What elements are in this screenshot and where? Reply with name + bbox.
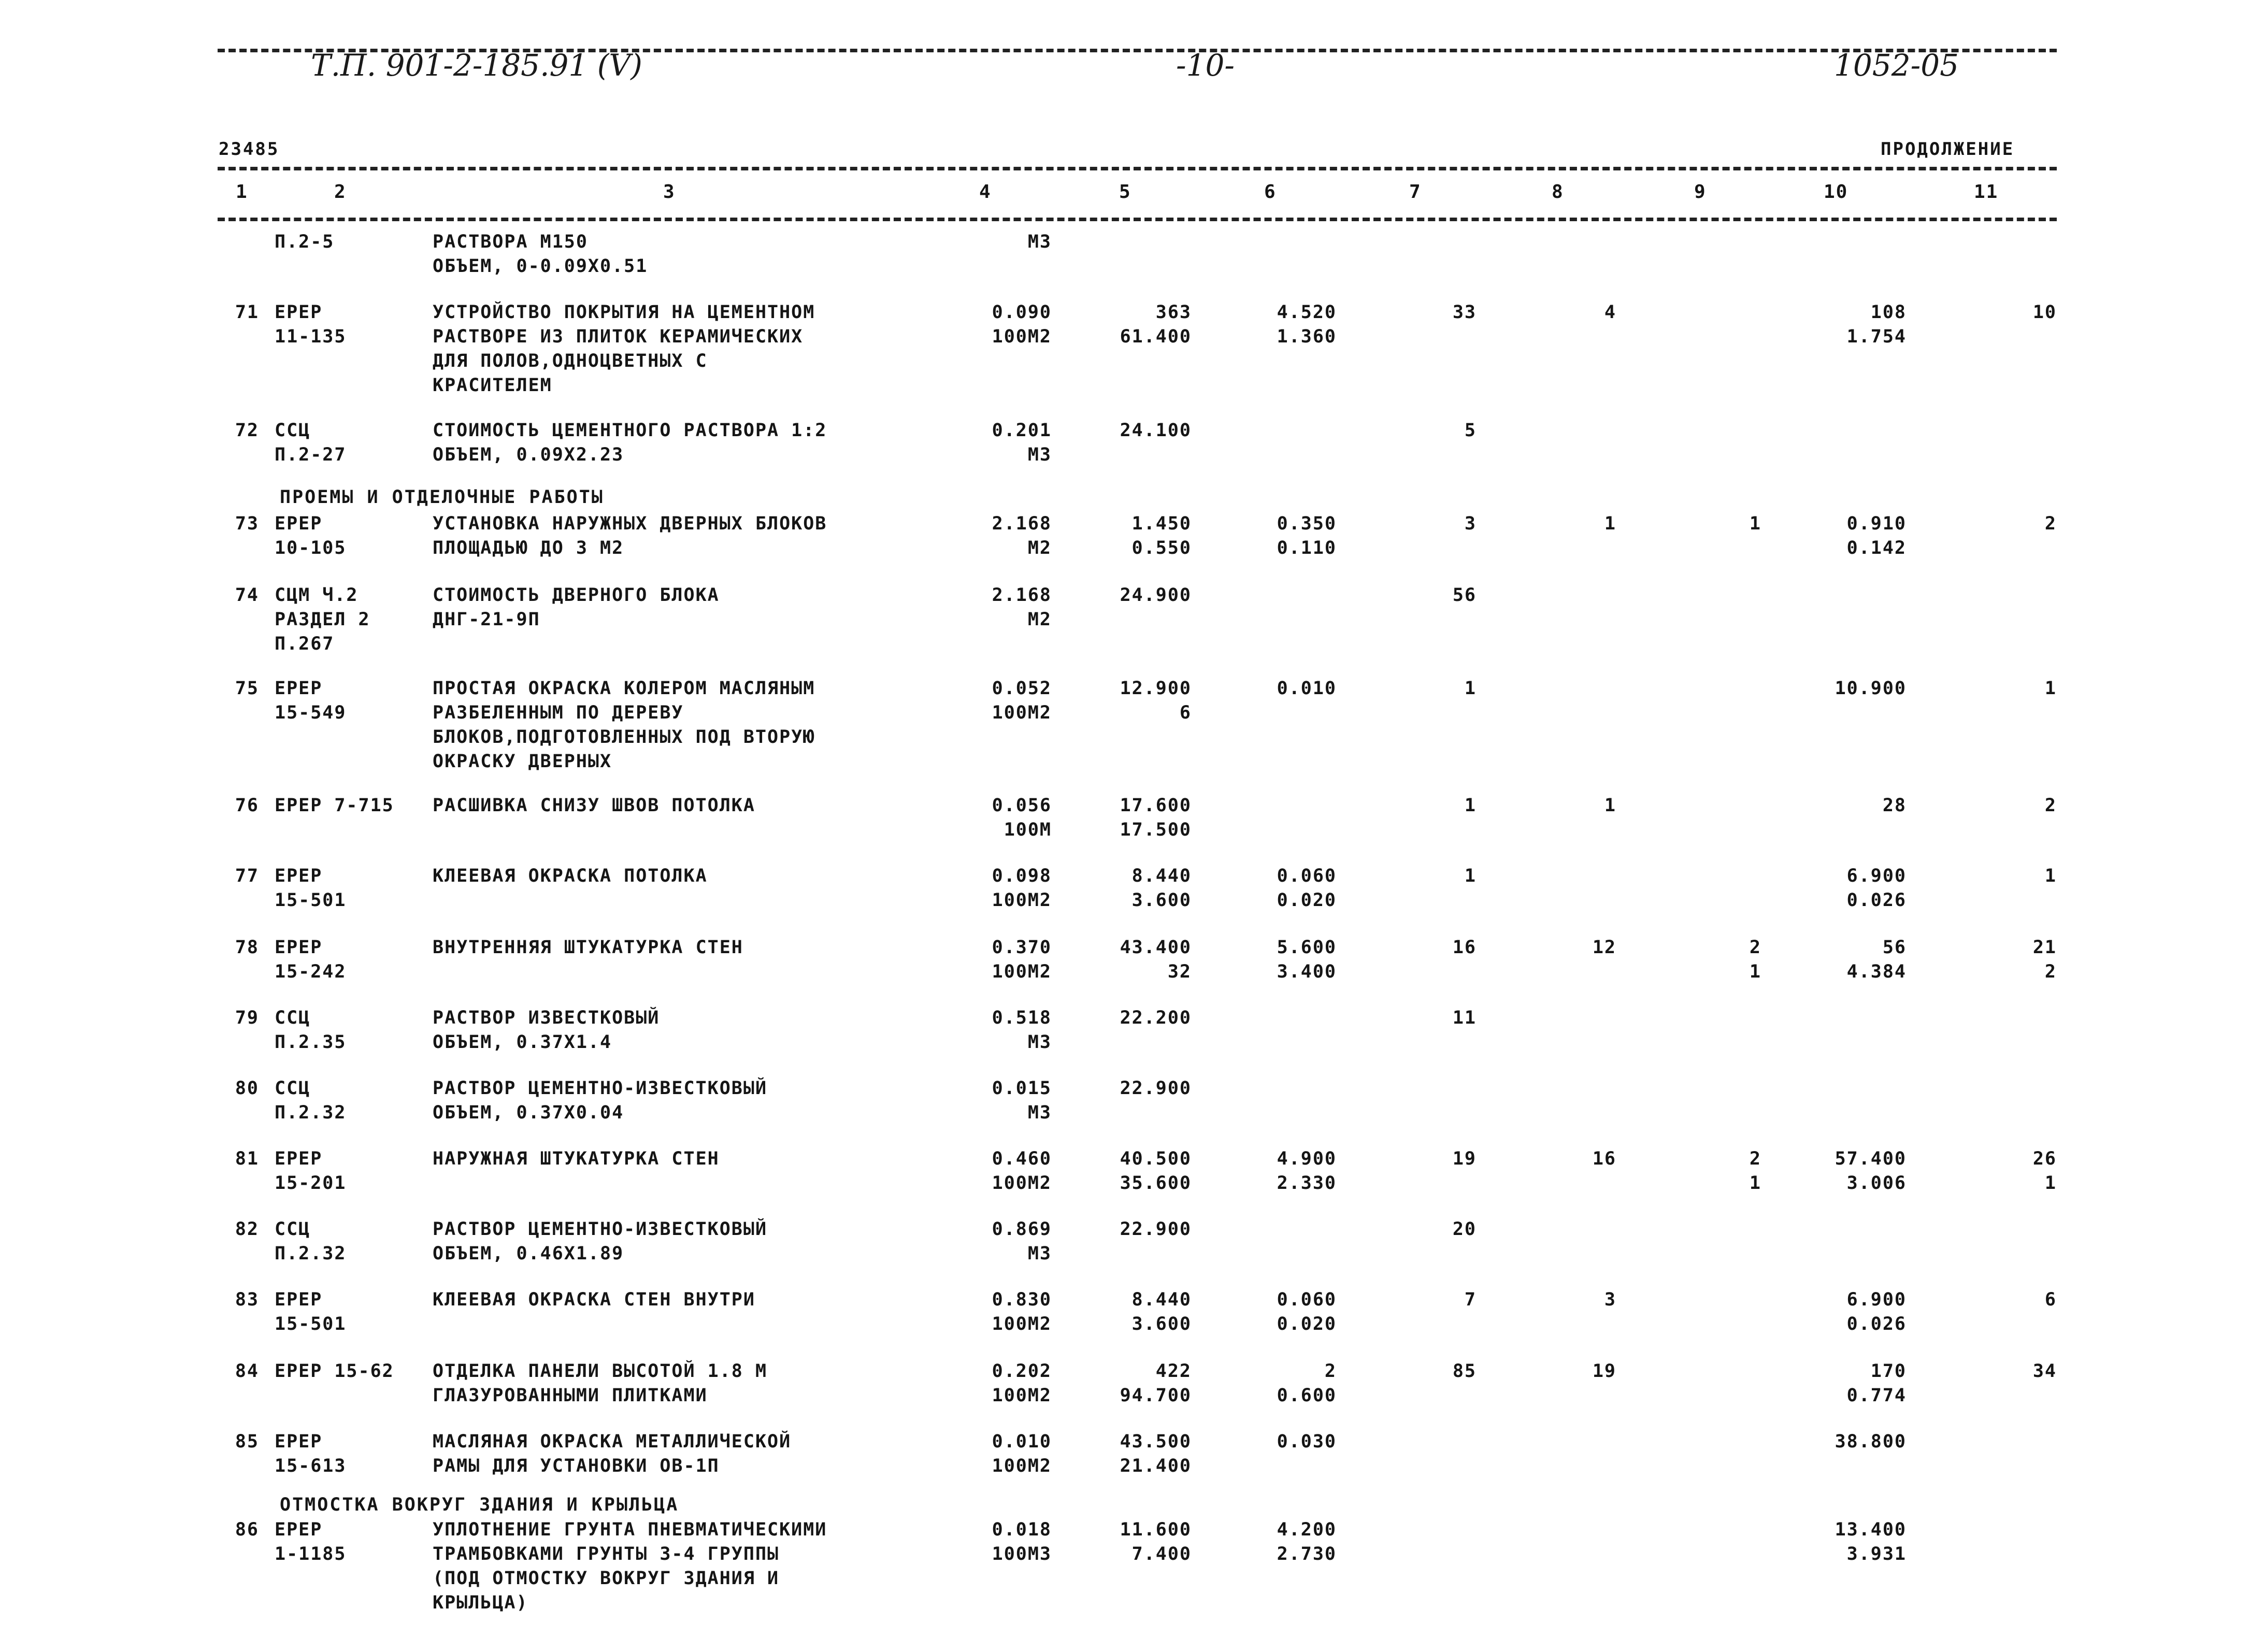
row-wages: 4: [1604, 302, 1616, 323]
header-divider-bottom: [218, 218, 2057, 221]
row-cost-machines: 0.350 0.110: [1277, 513, 1337, 558]
row-materials: 1: [1464, 866, 1477, 886]
row-quantity-unit: 2.168 М2: [992, 585, 1052, 630]
row-labor: 28: [1882, 795, 1907, 816]
row-code: ЕРЕР 7-715: [275, 795, 394, 816]
row-description: РАСТВОР ИЗВЕСТКОВЫЙ ОБЪЕМ, 0.37Х1.4: [433, 1008, 660, 1053]
row-cost-total: 22.900: [1120, 1078, 1192, 1099]
row-cost-total: 43.500 21.400: [1120, 1431, 1192, 1476]
row-wages: 19: [1592, 1361, 1616, 1382]
row-cost-machines: 5.600 3.400: [1277, 937, 1337, 982]
row-description: РАСШИВКА СНИЗУ ШВОВ ПОТОЛКА: [433, 795, 755, 816]
sheet-code: 1052-05: [1834, 48, 1959, 83]
row-code: ЕРЕР 15-549: [275, 678, 347, 723]
row-quantity-unit: 0.010 100М2: [992, 1431, 1052, 1476]
row-code: ЕРЕР 15-613: [275, 1431, 347, 1476]
row-labor: 6.900 0.026: [1846, 1289, 1907, 1334]
row-last-col: 2: [2044, 513, 2057, 534]
row-materials: 56: [1452, 585, 1477, 606]
row-code: ССЦ П.2.32: [275, 1078, 347, 1123]
column-number-9: 9: [1694, 181, 1707, 203]
row-wages: 1: [1604, 513, 1616, 534]
row-wages: 16: [1592, 1148, 1616, 1169]
row-cost-machines: 2 0.600: [1277, 1361, 1337, 1406]
carryover-description: РАСТВОРА М150 ОБЪЕМ, 0-0.09Х0.51: [433, 232, 648, 277]
row-cost-total: 24.100: [1120, 420, 1192, 441]
row-description: РАСТВОР ЦЕМЕНТНО-ИЗВЕСТКОВЫЙ ОБЪЕМ, 0.46Х1.89: [433, 1219, 768, 1264]
row-materials: 85: [1452, 1361, 1477, 1382]
row-number: 85: [235, 1431, 259, 1452]
row-description: КЛЕЕВАЯ ОКРАСКА СТЕН ВНУТРИ: [433, 1289, 755, 1310]
row-last-col: 1: [2044, 678, 2057, 699]
drawing-code: Т.П. 901-2-185.91 (V): [311, 48, 642, 83]
row-description: УСТАНОВКА НАРУЖНЫХ ДВЕРНЫХ БЛОКОВ ПЛОЩАДЬЮ ДО 3 М2: [433, 513, 827, 558]
row-number: 79: [235, 1008, 259, 1028]
row-cost-total: 17.600 17.500: [1120, 795, 1192, 840]
row-cost-machines: 0.010: [1277, 678, 1337, 699]
row-number: 76: [235, 795, 259, 816]
row-wages: 3: [1604, 1289, 1616, 1310]
row-quantity-unit: 2.168 М2: [992, 513, 1052, 558]
row-code: ЕРЕР 15-501: [275, 1289, 347, 1334]
row-machine-wages: 2 1: [1749, 1148, 1761, 1194]
row-code: ЕРЕР 15-201: [275, 1148, 347, 1194]
row-machine-wages: 1: [1749, 513, 1761, 534]
carryover-code: П.2-5: [275, 232, 335, 252]
row-materials: 11: [1452, 1008, 1477, 1028]
row-last-col: 10: [2032, 302, 2057, 323]
row-labor: 170 0.774: [1846, 1361, 1907, 1406]
row-quantity-unit: 0.202 100М2: [992, 1361, 1052, 1406]
section-heading-paving: ОТМОСТКА ВОКРУГ ЗДАНИЯ И КРЫЛЬЦА: [280, 1495, 679, 1515]
column-number-4: 4: [979, 181, 992, 203]
row-cost-total: 8.440 3.600: [1131, 866, 1192, 911]
row-cost-total: 24.900: [1120, 585, 1192, 606]
row-labor: 13.400 3.931: [1835, 1519, 1907, 1564]
row-number: 71: [235, 302, 259, 323]
row-cost-total: 43.400 32: [1120, 937, 1192, 982]
row-quantity-unit: 0.018 100М3: [992, 1519, 1052, 1564]
row-description: ПРОСТАЯ ОКРАСКА КОЛЕРОМ МАСЛЯНЫМ РАЗБЕЛЕННЫМ ПО ДЕРЕВУ БЛОКОВ,ПОДГОТОВЛЕННЫХ ПОД ВТОРУЮ ОКРАСКУ ДВЕРНЫХ: [433, 678, 815, 772]
column-number-10: 10: [1824, 181, 1849, 203]
row-description: УПЛОТНЕНИЕ ГРУНТА ПНЕВМАТИЧЕСКИМИ ТРАМБОВКАМИ ГРУНТЫ 3-4 ГРУППЫ (ПОД ОТМОСТКУ ВОКРУГ ЗДАНИЯ И КРЫЛЬЦА): [433, 1519, 827, 1613]
row-number: 81: [235, 1148, 259, 1169]
carryover-quantity: М3: [1027, 232, 1052, 252]
row-quantity-unit: 0.201 М3: [992, 420, 1052, 465]
column-number-3: 3: [663, 181, 676, 203]
row-description: МАСЛЯНАЯ ОКРАСКА МЕТАЛЛИЧЕСКОЙ РАМЫ ДЛЯ УСТАНОВКИ ОВ-1П: [433, 1431, 792, 1476]
row-description: ОТДЕЛКА ПАНЕЛИ ВЫСОТОЙ 1.8 М ГЛАЗУРОВАННЫМИ ПЛИТКАМИ: [433, 1361, 768, 1406]
row-quantity-unit: 0.370 100М2: [992, 937, 1052, 982]
continuation-label: ПРОДОЛЖЕНИЕ: [1881, 139, 2015, 160]
row-cost-machines: 0.030: [1277, 1431, 1337, 1452]
row-number: 86: [235, 1519, 259, 1540]
column-number-5: 5: [1119, 181, 1131, 203]
row-description: СТОИМОСТЬ ЦЕМЕНТНОГО РАСТВОРА 1:2 ОБЪЕМ, 0.09Х2.23: [433, 420, 827, 465]
row-last-col: 34: [2032, 1361, 2057, 1382]
row-quantity-unit: 0.090 100М2: [992, 302, 1052, 347]
row-materials: 20: [1452, 1219, 1477, 1240]
row-last-col: 1: [2044, 866, 2057, 886]
row-code: ЕРЕР 15-62: [275, 1361, 394, 1382]
row-number: 72: [235, 420, 259, 441]
row-description: ВНУТРЕННЯЯ ШТУКАТУРКА СТЕН: [433, 937, 743, 958]
row-description: СТОИМОСТЬ ДВЕРНОГО БЛОКА ДНГ-21-9П: [433, 585, 720, 630]
row-cost-total: 11.600 7.400: [1120, 1519, 1192, 1564]
row-cost-total: 12.900 6: [1120, 678, 1192, 723]
column-number-1: 1: [236, 181, 248, 203]
row-quantity-unit: 0.015 М3: [992, 1078, 1052, 1123]
row-cost-total: 22.200: [1120, 1008, 1192, 1028]
row-cost-total: 8.440 3.600: [1131, 1289, 1192, 1334]
row-cost-total: 22.900: [1120, 1219, 1192, 1240]
row-materials: 1: [1464, 678, 1477, 699]
header-divider-top: [218, 167, 2057, 170]
row-quantity-unit: 0.869 М3: [992, 1219, 1052, 1264]
row-materials: 5: [1464, 420, 1477, 441]
doc-number: 23485: [219, 139, 280, 160]
row-code: ЕРЕР 15-242: [275, 937, 347, 982]
row-number: 74: [235, 585, 259, 606]
column-number-7: 7: [1409, 181, 1422, 203]
row-code: ССЦ П.2-27: [275, 420, 347, 465]
row-number: 77: [235, 866, 259, 886]
row-materials: 19: [1452, 1148, 1477, 1169]
row-last-col: 6: [2044, 1289, 2057, 1310]
row-code: ЕРЕР 15-501: [275, 866, 347, 911]
row-materials: 1: [1464, 795, 1477, 816]
row-quantity-unit: 0.518 М3: [992, 1008, 1052, 1053]
row-number: 83: [235, 1289, 259, 1310]
row-description: РАСТВОР ЦЕМЕНТНО-ИЗВЕСТКОВЫЙ ОБЪЕМ, 0.37Х0.04: [433, 1078, 768, 1123]
row-code: СЦМ Ч.2 РАЗДЕЛ 2 П.267: [275, 585, 370, 654]
row-materials: 33: [1452, 302, 1477, 323]
row-number: 73: [235, 513, 259, 534]
row-materials: 3: [1464, 513, 1477, 534]
row-cost-total: 40.500 35.600: [1120, 1148, 1192, 1194]
row-number: 80: [235, 1078, 259, 1099]
row-cost-machines: 4.200 2.730: [1277, 1519, 1337, 1564]
row-labor: 56 4.384: [1846, 937, 1907, 982]
row-cost-total: 1.450 0.550: [1131, 513, 1192, 558]
row-last-col: 2: [2044, 795, 2057, 816]
page-number: -10-: [1176, 48, 1235, 83]
row-labor: 57.400 3.006: [1835, 1148, 1907, 1194]
row-cost-machines: 0.060 0.020: [1277, 1289, 1337, 1334]
row-labor: 0.910 0.142: [1846, 513, 1907, 558]
row-cost-machines: 4.520 1.360: [1277, 302, 1337, 347]
row-code: ЕРЕР 1-1185: [275, 1519, 347, 1564]
row-materials: 16: [1452, 937, 1477, 958]
top-divider: [218, 49, 2057, 52]
row-labor: 38.800: [1835, 1431, 1907, 1452]
row-cost-machines: 0.060 0.020: [1277, 866, 1337, 911]
row-cost-total: 363 61.400: [1120, 302, 1192, 347]
row-quantity-unit: 0.052 100М2: [992, 678, 1052, 723]
row-description: КЛЕЕВАЯ ОКРАСКА ПОТОЛКА: [433, 866, 708, 886]
row-number: 75: [235, 678, 259, 699]
row-quantity-unit: 0.460 100М2: [992, 1148, 1052, 1194]
row-number: 78: [235, 937, 259, 958]
column-number-6: 6: [1264, 181, 1277, 203]
row-labor: 6.900 0.026: [1846, 866, 1907, 911]
row-wages: 1: [1604, 795, 1616, 816]
row-code: ЕРЕР 10-105: [275, 513, 347, 558]
row-materials: 7: [1464, 1289, 1477, 1310]
row-quantity-unit: 0.098 100М2: [992, 866, 1052, 911]
row-code: ЕРЕР 11-135: [275, 302, 347, 347]
row-quantity-unit: 0.056 100М: [992, 795, 1052, 840]
row-labor: 108 1.754: [1846, 302, 1907, 347]
row-number: 82: [235, 1219, 259, 1240]
row-code: ССЦ П.2.35: [275, 1008, 347, 1053]
row-last-col: 21 2: [2032, 937, 2057, 982]
section-heading-openings: ПРОЕМЫ И ОТДЕЛОЧНЫЕ РАБОТЫ: [280, 487, 604, 508]
row-cost-total: 422 94.700: [1120, 1361, 1192, 1406]
row-labor: 10.900: [1835, 678, 1907, 699]
column-number-2: 2: [334, 181, 347, 203]
row-quantity-unit: 0.830 100М2: [992, 1289, 1052, 1334]
row-description: УСТРОЙСТВО ПОКРЫТИЯ НА ЦЕМЕНТНОМ РАСТВОРЕ ИЗ ПЛИТОК КЕРАМИЧЕСКИХ ДЛЯ ПОЛОВ,ОДНОЦВЕТНЫХ С КРАСИТЕЛЕМ: [433, 302, 815, 396]
column-number-11: 11: [1974, 181, 1999, 203]
row-description: НАРУЖНАЯ ШТУКАТУРКА СТЕН: [433, 1148, 720, 1169]
row-code: ССЦ П.2.32: [275, 1219, 347, 1264]
row-cost-machines: 4.900 2.330: [1277, 1148, 1337, 1194]
row-wages: 12: [1592, 937, 1616, 958]
row-last-col: 26 1: [2032, 1148, 2057, 1194]
row-number: 84: [235, 1361, 259, 1382]
column-number-8: 8: [1552, 181, 1564, 203]
row-machine-wages: 2 1: [1749, 937, 1761, 982]
